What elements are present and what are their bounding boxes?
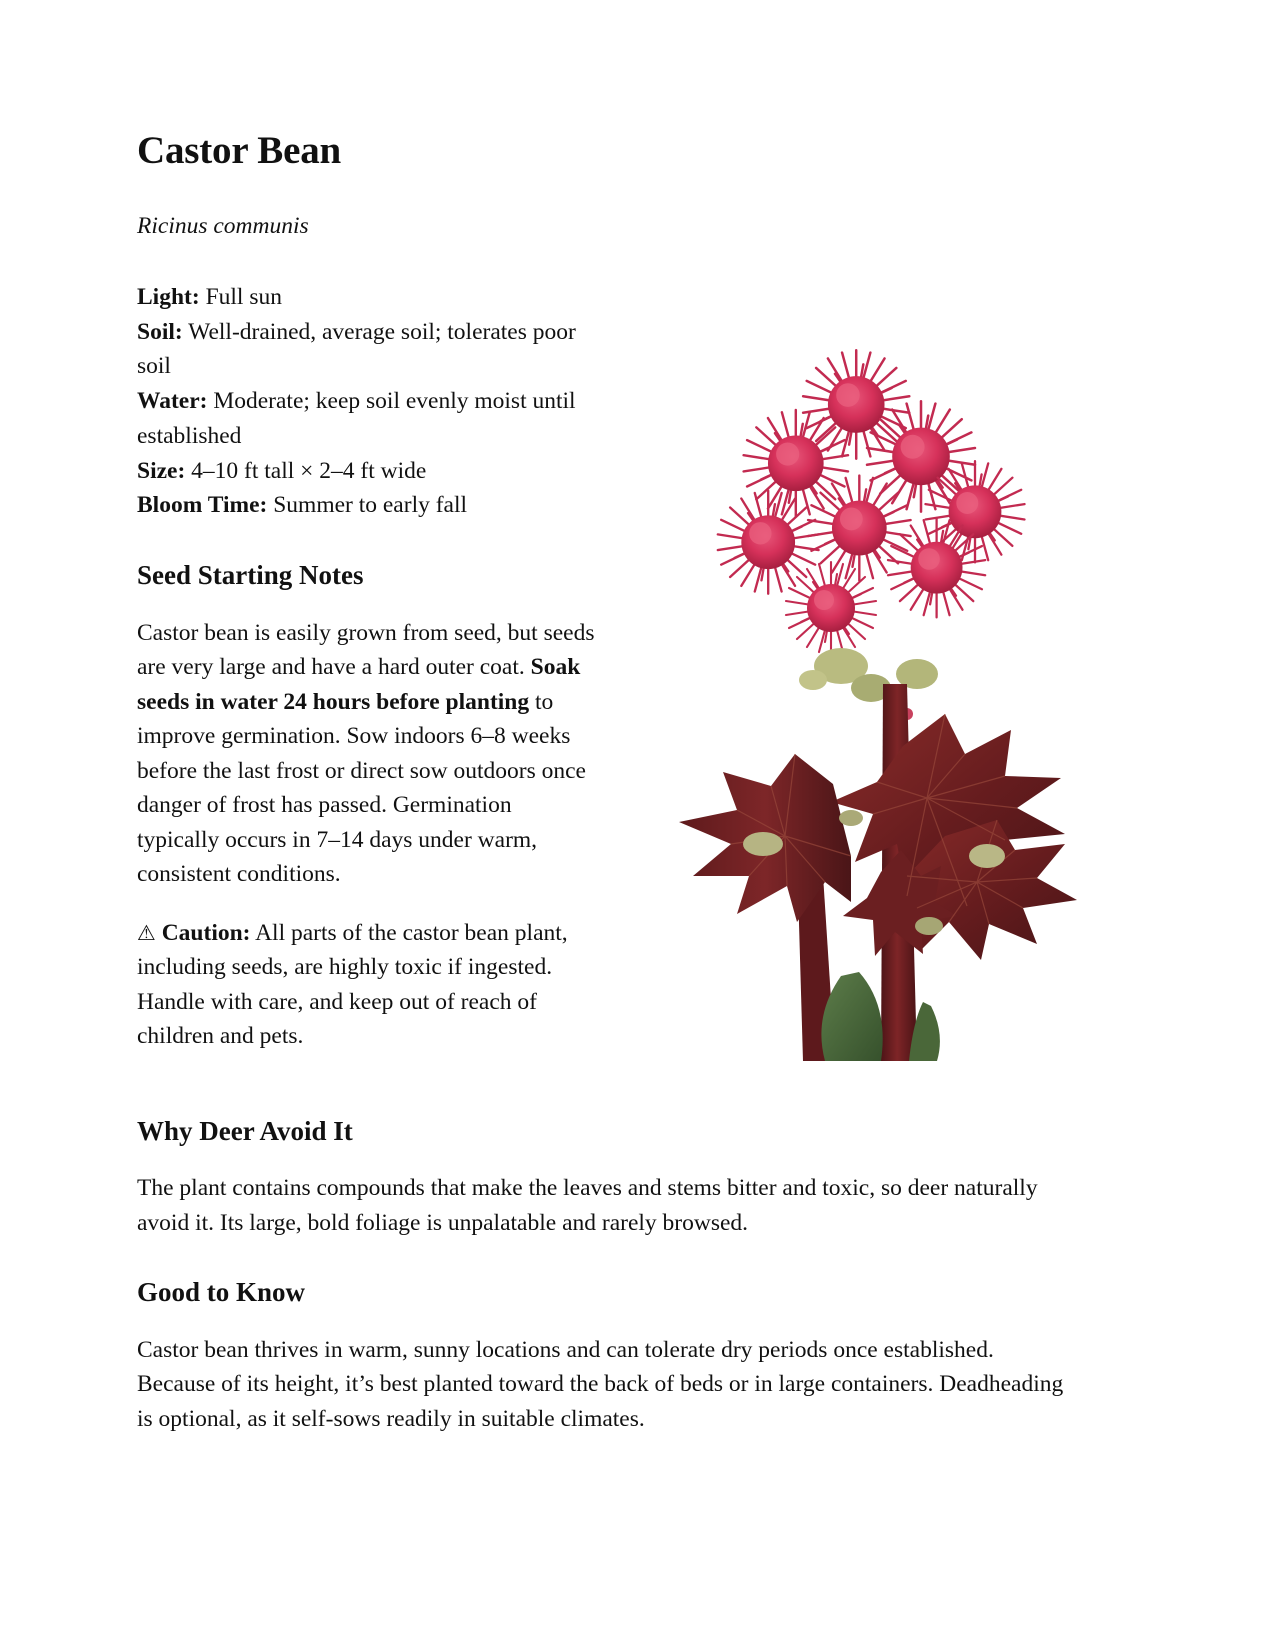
- seed-notes-emphasis: Soak seeds in water 24 hours before planting: [137, 654, 581, 715]
- seed-pod-cluster: [718, 350, 1025, 654]
- fact-label-bloom-time: Bloom Time:: [137, 492, 268, 519]
- warning-triangle-icon: ⚠: [137, 920, 156, 945]
- fact-value-light: Full sun: [205, 283, 282, 310]
- caution-note: [137, 916, 597, 1054]
- fact-label-water: Water:: [137, 388, 208, 415]
- fact-value-soil: Well-drained, average soil; tolerates poor soil: [137, 318, 576, 380]
- paragraph-seed-starting-notes: [137, 616, 597, 892]
- caution-text: All parts of the castor bean plant, including seeds, are highly toxic if ingested. Handle with care, and keep out of reach of children and pets.: [137, 919, 568, 1050]
- plant-illustration: [645, 316, 1077, 1061]
- fact-label-light: Light:: [137, 283, 200, 310]
- fact-value-bloom-time: Summer to early fall: [273, 492, 468, 519]
- botanical-name: Ricinus communis: [137, 213, 309, 240]
- plant-facts-list: [137, 280, 597, 523]
- caution-label: Caution:: [161, 919, 251, 946]
- heading-good-to-know: Good to Know: [137, 1277, 306, 1308]
- document-content: [137, 128, 1077, 1436]
- fact-value-size: 4–10 ft tall × 2–4 ft wide: [191, 457, 427, 484]
- fact-label-size: Size:: [137, 457, 186, 484]
- castor-bean-plant-photo: [645, 316, 1077, 1061]
- fact-label-soil: Soil:: [137, 318, 183, 345]
- green-leaf: [821, 972, 940, 1061]
- fact-value-water: Moderate; keep soil evenly moist until established: [137, 388, 576, 449]
- paragraph-why-deer-avoid-it: The plant contains compounds that make the leaves and stems bitter and toxic, so deer naturally avoid it. Its large, bold foliage is unpalatable and rarely browsed.: [137, 1175, 1038, 1236]
- seed-notes-text-part1: Castor bean is easily grown from seed, but seeds are very large and have a hard outer coat.: [137, 619, 595, 681]
- flower-buds: [799, 648, 938, 720]
- seed-notes-text-part2: to improve germination. Sow indoors 6–8 weeks before the last frost or direct sow outdoors once danger of frost has passed. Germination typically occurs in 7–14 days under warm, consistent conditions.: [137, 688, 586, 888]
- palmate-leaves: [679, 714, 1077, 960]
- heading-seed-starting-notes: Seed Starting Notes: [137, 560, 364, 591]
- page-title: Castor Bean: [137, 129, 341, 172]
- heading-why-deer-avoid-it: Why Deer Avoid It: [137, 1116, 353, 1146]
- paragraph-good-to-know: Castor bean thrives in warm, sunny locations and can tolerate dry periods once established. Because of its height, it’s best planted toward the back of beds or in large containers. Deadheading is optional, as it self-sows readily in suitable climates.: [137, 1336, 1064, 1432]
